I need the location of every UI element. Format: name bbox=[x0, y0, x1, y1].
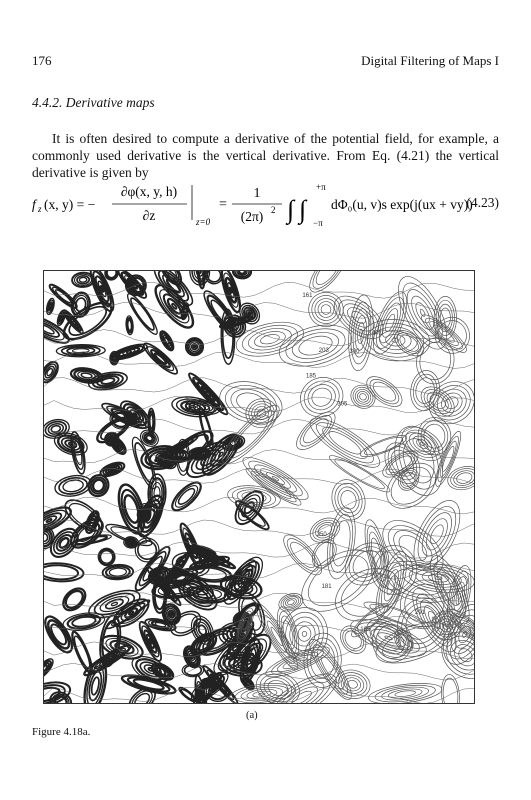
eq-integral-upper: +π bbox=[316, 182, 326, 192]
eq-eval-at: z=0 bbox=[196, 217, 211, 227]
contour-line bbox=[49, 303, 52, 309]
contour-line bbox=[320, 303, 333, 316]
contour-line bbox=[327, 558, 410, 634]
contour-line bbox=[445, 463, 474, 493]
eq-frac2-num: 1 bbox=[253, 185, 261, 200]
page-number: 176 bbox=[32, 53, 52, 68]
contour-line bbox=[369, 537, 384, 570]
contour-line bbox=[44, 520, 474, 537]
eq-lhs-args: (x, y) = − bbox=[44, 197, 96, 212]
contour-line bbox=[434, 296, 456, 339]
contour-value-label: 305 bbox=[337, 401, 348, 408]
contour-line bbox=[282, 534, 322, 576]
contour-line bbox=[59, 584, 89, 614]
eq-lhs-sub: z bbox=[38, 204, 42, 214]
contour-line bbox=[170, 613, 173, 616]
svg-text:=: = bbox=[219, 197, 227, 212]
contour-line bbox=[358, 392, 367, 401]
contour-value-label: 250 bbox=[316, 531, 327, 538]
contour-line bbox=[126, 350, 131, 353]
contour-line bbox=[443, 394, 460, 411]
contour-value-label: 203 bbox=[318, 347, 329, 354]
eq-lhs: f bbox=[32, 197, 36, 212]
contour-line bbox=[44, 564, 78, 580]
contour-line bbox=[193, 346, 195, 348]
contour-line bbox=[279, 592, 303, 612]
contour-line bbox=[407, 293, 438, 333]
contour-line bbox=[452, 468, 474, 487]
contour-line bbox=[308, 271, 348, 293]
contour-line bbox=[239, 271, 245, 274]
contour-value-label: 300 bbox=[349, 349, 360, 356]
contour-line bbox=[438, 389, 466, 416]
contour-value-label: 185 bbox=[360, 627, 371, 634]
contour-map-figure bbox=[43, 270, 475, 704]
contour-line bbox=[327, 288, 391, 347]
contour-line bbox=[44, 534, 48, 542]
contour-line bbox=[304, 410, 386, 475]
contour-line bbox=[306, 637, 338, 683]
contour-value-label: 401 bbox=[371, 330, 382, 337]
contour-line bbox=[311, 416, 378, 470]
eq-frac1-den: ∂z bbox=[142, 208, 156, 223]
contour-line bbox=[297, 333, 334, 358]
eq-integrand: dΦ₀(u, v)s exp(j(ux + vy)) bbox=[331, 197, 473, 212]
body-paragraph: It is often desired to compute a derivative of the potential field, for example, a commonly used derivative is the vertical derivative. From Eq. (4.21) the vertical derivative is given by bbox=[32, 131, 499, 180]
contour-line bbox=[191, 655, 194, 658]
contour-line bbox=[221, 380, 280, 425]
contour-line bbox=[393, 629, 415, 653]
contour-line bbox=[335, 484, 363, 515]
contour-value-label: 291 bbox=[415, 609, 426, 616]
eq-frac2-den-exp: 2 bbox=[271, 205, 276, 215]
integral-sign-1: ∫ bbox=[287, 195, 295, 224]
contour-line bbox=[127, 320, 132, 331]
contour-value-label: 181 bbox=[321, 584, 332, 591]
figure-caption: Figure 4.18a. bbox=[32, 726, 91, 738]
contour-line bbox=[377, 631, 401, 646]
contour-line bbox=[248, 312, 251, 315]
integral-sign-2: ∫ bbox=[299, 195, 307, 224]
contour-line bbox=[291, 406, 341, 455]
contour-line bbox=[81, 372, 92, 378]
contour-line bbox=[386, 420, 451, 502]
contour-line bbox=[109, 568, 126, 577]
contour-line bbox=[370, 378, 399, 404]
contour-value-label: 185 bbox=[306, 373, 317, 380]
contour-line bbox=[299, 545, 377, 616]
contour-line bbox=[276, 590, 305, 614]
contour-line bbox=[450, 640, 474, 670]
figure-panel-label: (a) bbox=[246, 710, 258, 721]
contour-line bbox=[306, 513, 344, 547]
contour-line bbox=[331, 480, 366, 520]
section-heading: 4.4.2. Derivative maps bbox=[32, 95, 155, 110]
contour-line bbox=[287, 599, 295, 606]
contour-line bbox=[113, 357, 115, 359]
contour-line bbox=[158, 330, 176, 352]
equation-number: (4.23) bbox=[466, 195, 499, 210]
contour-line bbox=[149, 414, 153, 429]
contour-line bbox=[302, 631, 307, 637]
eq-frac2-den: (2π) bbox=[240, 209, 264, 224]
contour-line bbox=[253, 329, 287, 350]
contour-line bbox=[316, 299, 337, 320]
contour-value-label: 161 bbox=[302, 293, 313, 299]
contour-line bbox=[330, 519, 353, 567]
contour-line bbox=[419, 308, 426, 317]
contour-line bbox=[297, 626, 312, 642]
contour-line bbox=[111, 602, 118, 607]
contour-line bbox=[168, 478, 205, 514]
contour-line bbox=[229, 287, 233, 293]
contour-line bbox=[384, 635, 392, 640]
contour-line bbox=[240, 320, 301, 357]
contour-line bbox=[394, 530, 431, 565]
contour-line bbox=[260, 333, 281, 346]
contour-line bbox=[246, 325, 293, 354]
contour-line bbox=[63, 588, 87, 611]
equation-4-23 bbox=[32, 180, 499, 230]
contour-line bbox=[79, 277, 87, 282]
running-head: Digital Filtering of Maps I bbox=[361, 53, 499, 68]
eq-frac1-num: ∂φ(x, y, h) bbox=[120, 184, 178, 199]
contour-line bbox=[150, 280, 199, 333]
eq-integral-lower: −π bbox=[313, 218, 323, 228]
contour-line bbox=[388, 687, 423, 699]
contour-line bbox=[117, 444, 120, 447]
contour-line bbox=[374, 555, 410, 616]
contour-line bbox=[336, 670, 370, 699]
